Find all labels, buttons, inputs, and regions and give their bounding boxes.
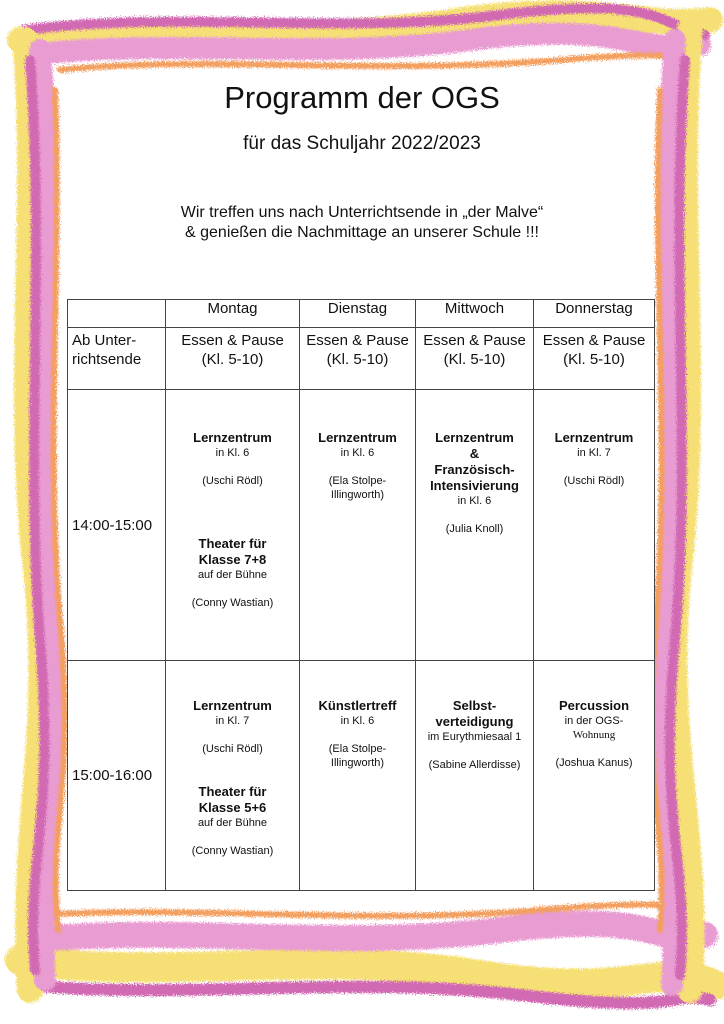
activity-title: Lernzentrum: [554, 430, 634, 445]
day-header-mittwoch: Mittwoch: [416, 300, 534, 328]
activity-title: Theater für: [198, 784, 267, 799]
activity-cell-donnerstag-1400: [534, 390, 655, 661]
activity-leader: (Uschi Rödl): [202, 475, 263, 487]
activity-leader: (Ela Stolpe-: [328, 743, 387, 755]
activity-leader: (Ela Stolpe-: [328, 475, 387, 487]
activity-title: Percussion: [558, 698, 630, 713]
activity-room: in Kl. 7: [215, 715, 250, 727]
page-subtitle: für das Schuljahr 2022/2023: [243, 133, 481, 154]
activity-room: auf der Bühne: [197, 817, 268, 829]
activity-cell-montag-1500: [166, 661, 300, 891]
activity-leader: (Julia Knoll): [445, 523, 504, 535]
lunch-cell-montag: Essen & Pause (Kl. 5-10): [166, 328, 300, 390]
lunch-cell-donnerstag: Essen & Pause (Kl. 5-10): [534, 328, 655, 390]
time-label-1400: 14:00-15:00: [68, 390, 166, 661]
activity-title: Französisch-: [434, 462, 515, 477]
activity-title: verteidigung: [435, 714, 514, 729]
activity-room: in der OGS-: [564, 715, 624, 727]
day-header-donnerstag: Donnerstag: [534, 300, 655, 328]
activity-title: Theater für: [198, 536, 267, 551]
activity-cell-montag-1400: [166, 390, 300, 661]
table-row-1500: [68, 661, 655, 891]
activity-leader: (Sabine Allerdisse): [428, 759, 521, 771]
activity-leader: (Uschi Rödl): [563, 475, 625, 487]
time-label-1500: 15:00-16:00: [68, 661, 166, 891]
activity-cell-donnerstag-1500: [534, 661, 655, 891]
activity-room: auf der Bühne: [197, 569, 268, 581]
intro-text: [0, 203, 724, 243]
activity-room: Wohnung: [572, 729, 616, 741]
activity-room: in Kl. 6: [340, 715, 375, 727]
activity-title: Selbst-: [452, 698, 497, 713]
activity-title: &: [469, 446, 480, 461]
row-label-ab-unterrichtsende: Ab Unter- richtsende: [68, 328, 166, 390]
activity-title: Intensivierung: [430, 478, 519, 493]
activity-leader: (Conny Wastian): [191, 597, 274, 609]
activity-room: in Kl. 6: [340, 447, 375, 459]
activity-leader: (Conny Wastian): [191, 845, 274, 857]
activity-title: Klasse 5+6: [198, 800, 267, 815]
lunch-cell-mittwoch: Essen & Pause (Kl. 5-10): [416, 328, 534, 390]
intro-line-2: & genießen die Nachmittage an unserer Schule !!!: [185, 224, 539, 241]
activity-leader: (Uschi Rödl): [202, 743, 263, 755]
table-row-lunch: [68, 328, 655, 390]
activity-leader: (Joshua Kanus): [555, 757, 633, 769]
header-empty-cell: [68, 300, 166, 328]
day-header-montag: Montag: [166, 300, 300, 328]
activity-cell-mittwoch-1400: [416, 390, 534, 661]
activity-cell-mittwoch-1500: [416, 661, 534, 891]
activity-title: Lernzentrum: [193, 698, 272, 713]
activity-cell-dienstag-1400: [300, 390, 416, 661]
lunch-cell-dienstag: Essen & Pause (Kl. 5-10): [300, 328, 416, 390]
activity-leader: Illingworth): [330, 757, 385, 769]
day-header-dienstag: Dienstag: [300, 300, 416, 328]
activity-title: Lernzentrum: [318, 430, 397, 445]
activity-room: in Kl. 6: [457, 495, 492, 507]
activity-room: im Eurythmiesaal 1: [427, 731, 522, 743]
activity-title: Künstlertreff: [318, 698, 397, 713]
activity-title: Lernzentrum: [193, 430, 272, 445]
activity-title: Klasse 7+8: [198, 552, 267, 567]
activity-cell-dienstag-1500: [300, 661, 416, 891]
activity-room: in Kl. 6: [215, 447, 250, 459]
activity-room: in Kl. 7: [577, 447, 611, 459]
table-row-1400: [68, 390, 655, 661]
table-header-row: [68, 300, 655, 328]
activity-title: Lernzentrum: [435, 430, 514, 445]
schedule-table: [67, 299, 655, 891]
page-title: Programm der OGS: [224, 80, 500, 115]
activity-leader: Illingworth): [330, 489, 385, 501]
intro-line-1: Wir treffen uns nach Unterrichtsende in „der Malve“: [180, 204, 544, 221]
